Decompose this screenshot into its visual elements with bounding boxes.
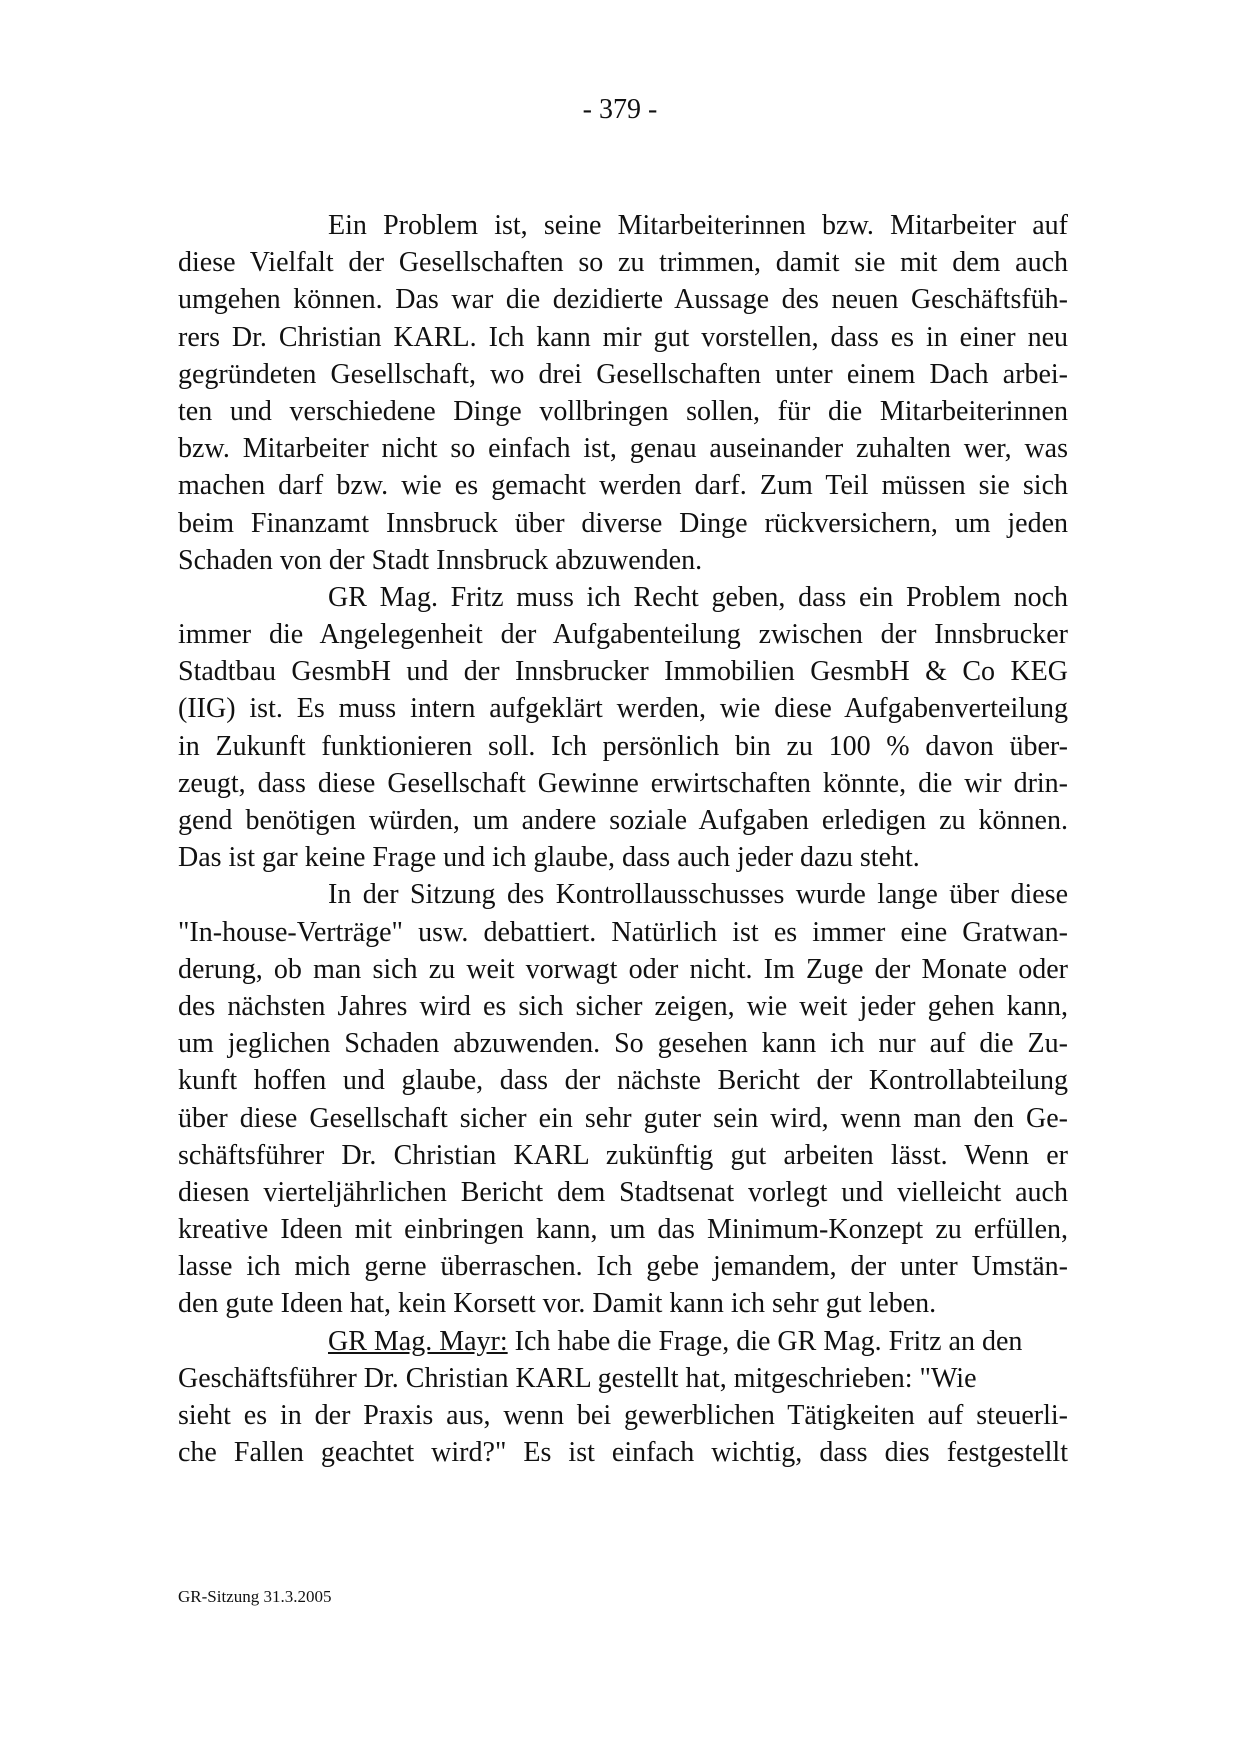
text-line: in Zukunft funktionieren soll. Ich persönlich bin zu 100 % davon über- [178, 730, 1068, 762]
text-line: schäftsführer Dr. Christian KARL zukünftig gut arbeiten lässt. Wenn er [178, 1139, 1068, 1171]
text-line: Schaden von der Stadt Innsbruck abzuwenden. [178, 544, 703, 576]
text-line: ten und verschiedene Dinge vollbringen sollen, für die Mitarbeiterinnen [178, 395, 1068, 427]
text-line: machen darf bzw. wie es gemacht werden darf. Zum Teil müssen sie sich [178, 470, 1068, 502]
text-line: diese Vielfalt der Gesellschaften so zu trimmen, damit sie mit dem auch [178, 247, 1068, 279]
text-line: Geschäftsführer Dr. Christian KARL gestellt hat, mitgeschrieben: "Wie [178, 1362, 977, 1394]
text-line: immer die Angelegenheit der Aufgabenteilung zwischen der Innsbrucker [178, 619, 1068, 651]
text-line: GR Mag. Fritz muss ich Recht geben, dass ein Problem noch [328, 581, 1068, 613]
text-line: lasse ich mich gerne überraschen. Ich gebe jemandem, der unter Umstän- [178, 1251, 1068, 1283]
text-line: gend benötigen würden, um andere soziale Aufgaben erledigen zu können. [178, 805, 1068, 836]
text-line: zeugt, dass diese Gesellschaft Gewinne erwirtschaften könnte, die wir drin- [178, 767, 1068, 799]
text-line: diesen vierteljährlichen Bericht dem Stadtsenat vorlegt und vielleicht auch [178, 1176, 1068, 1208]
text-line: Das ist gar keine Frage und ich glaube, dass auch jeder dazu steht. [178, 842, 920, 874]
speaker-line [178, 1323, 1068, 1360]
text-line: Ein Problem ist, seine Mitarbeiterinnen bzw. Mitarbeiter auf [328, 210, 1068, 241]
speaker-text: Ich habe die Frage, die GR Mag. Fritz an den [507, 1325, 1023, 1357]
text-line: derung, ob man sich zu weit vorwagt oder nicht. Im Zuge der Monate oder [178, 953, 1068, 985]
text-line: um jeglichen Schaden abzuwenden. So gesehen kann ich nur auf die Zu- [178, 1028, 1068, 1060]
text-line: (IIG) ist. Es muss intern aufgeklärt werden, wie diese Aufgabenverteilung [178, 693, 1068, 725]
text-line: In der Sitzung des Kontrollausschusses wurde lange über diese [328, 879, 1068, 911]
text-line: bzw. Mitarbeiter nicht so einfach ist, genau auseinander zuhalten wer, was [178, 433, 1068, 465]
text-line: über diese Gesellschaft sicher ein sehr guter sein wird, wenn man den Ge- [178, 1102, 1068, 1134]
text-line: Stadtbau GesmbH und der Innsbrucker Immobilien GesmbH & Co KEG [178, 656, 1068, 688]
text-line: che Fallen geachtet wird?" Es ist einfach wichtig, dass dies festgestellt [178, 1437, 1068, 1469]
text-line: "In-house-Verträge" usw. debattiert. Natürlich ist es immer eine Gratwan- [178, 916, 1068, 948]
speaker-name: GR Mag. Mayr: [328, 1325, 508, 1357]
text-line: den gute Ideen hat, kein Korsett vor. Damit kann ich sehr gut leben. [178, 1288, 937, 1320]
text-line: gegründeten Gesellschaft, wo drei Gesellschaften unter einem Dach arbei- [178, 358, 1068, 390]
text-line: des nächsten Jahres wird es sich sicher zeigen, wie weit jeder gehen kann, [178, 990, 1068, 1022]
transcript-body [178, 207, 1068, 1471]
text-line: rers Dr. Christian KARL. Ich kann mir gut vorstellen, dass es in einer neu [178, 321, 1068, 353]
page-number: - 379 - [582, 94, 658, 125]
text-line: umgehen können. Das war die dezidierte Aussage des neuen Geschäftsfüh- [178, 284, 1068, 316]
page-footer: GR-Sitzung 31.3.2005 [178, 1587, 332, 1606]
text-line: beim Finanzamt Innsbruck über diverse Dinge rückversichern, um jeden [178, 507, 1068, 539]
text-line: kreative Ideen mit einbringen kann, um das Minimum-Konzept zu erfüllen, [178, 1214, 1068, 1246]
text-line: kunft hoffen und glaube, dass der nächste Bericht der Kontrollabteilung [178, 1065, 1068, 1097]
text-line: sieht es in der Praxis aus, wenn bei gewerblichen Tätigkeiten auf steuerli- [178, 1400, 1068, 1431]
